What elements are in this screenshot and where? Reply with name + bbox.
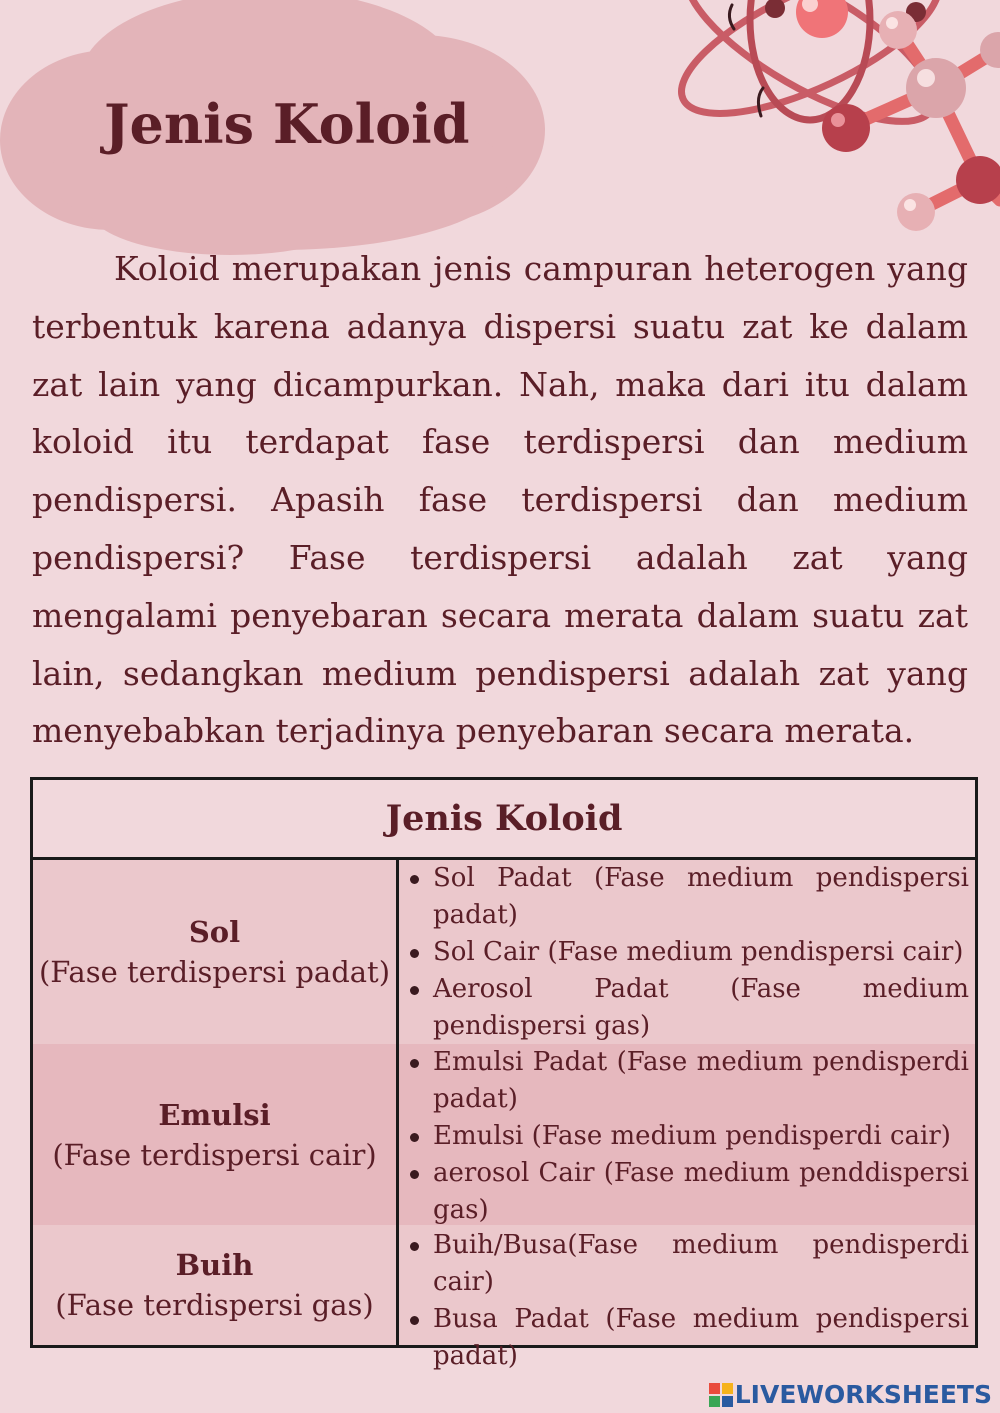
liveworksheets-watermark[interactable] <box>709 1380 992 1409</box>
colloid-type-cell <box>33 1044 396 1225</box>
list-item: Busa Padat (Fase medium pendispersi padat) <box>399 1301 969 1375</box>
colloid-phase-label: (Fase terdispersi padat) <box>38 955 391 989</box>
colloid-examples-cell <box>399 860 969 1044</box>
list-item: Emulsi Padat (Fase medium pendisperdi padat) <box>399 1044 969 1118</box>
colloid-type-cell <box>33 1225 396 1345</box>
watermark-text: LIVEWORKSHEETS <box>734 1380 992 1409</box>
table-row <box>33 860 975 1044</box>
colloid-type-name: Sol <box>188 915 241 949</box>
liveworksheets-logo-icon <box>709 1383 733 1407</box>
list-item: Buih/Busa(Fase medium pendisperdi cair) <box>399 1227 969 1301</box>
intro-paragraph: Koloid merupakan jenis campuran heterogen yang terbentuk karena adanya dispersi suatu zat ke dalam zat lain yang dicampurkan. Nah, maka dari itu dalam koloid itu terdapat fase terdispersi dan medium pendispersi. Apasih fase terdispersi dan medium pendispersi? Fase terdispersi adalah zat yang mengalami penyebaran secara merata dalam suatu zat lain, sedangkan medium pendispersi adalah zat yang menyebabkan terjadinya penyebaran secara merata. <box>32 249 968 751</box>
colloid-examples-cell <box>399 1044 969 1225</box>
colloid-examples-cell <box>399 1225 969 1371</box>
page-title: Jenis Koloid <box>104 92 470 156</box>
table-header: Jenis Koloid <box>33 780 975 860</box>
column-divider <box>396 860 399 1345</box>
colloid-phase-label: (Fase terdispersi cair) <box>52 1137 377 1172</box>
bullet-list <box>399 1227 969 1375</box>
list-item: aerosol Cair (Fase medium penddispersi gas) <box>399 1155 969 1229</box>
list-item: Emulsi (Fase medium pendisperdi cair) <box>399 1118 969 1155</box>
colloid-phase-label: (Fase terdispersi gas) <box>55 1288 374 1322</box>
table-row <box>33 1225 975 1371</box>
table-row <box>33 1044 975 1225</box>
colloid-type-name: Buih <box>175 1248 254 1282</box>
atom-molecule-decoration <box>560 0 1000 240</box>
bullet-list <box>399 1044 969 1229</box>
bullet-list <box>399 860 969 1045</box>
list-item: Sol Padat (Fase medium pendispersi padat) <box>399 860 969 934</box>
list-item: Sol Cair (Fase medium pendispersi cair) <box>399 934 969 971</box>
colloid-types-table <box>30 777 978 1371</box>
colloid-type-cell <box>33 860 396 1044</box>
colloid-type-name: Emulsi <box>158 1097 271 1132</box>
list-item: Aerosol Padat (Fase medium pendispersi gas) <box>399 971 969 1045</box>
